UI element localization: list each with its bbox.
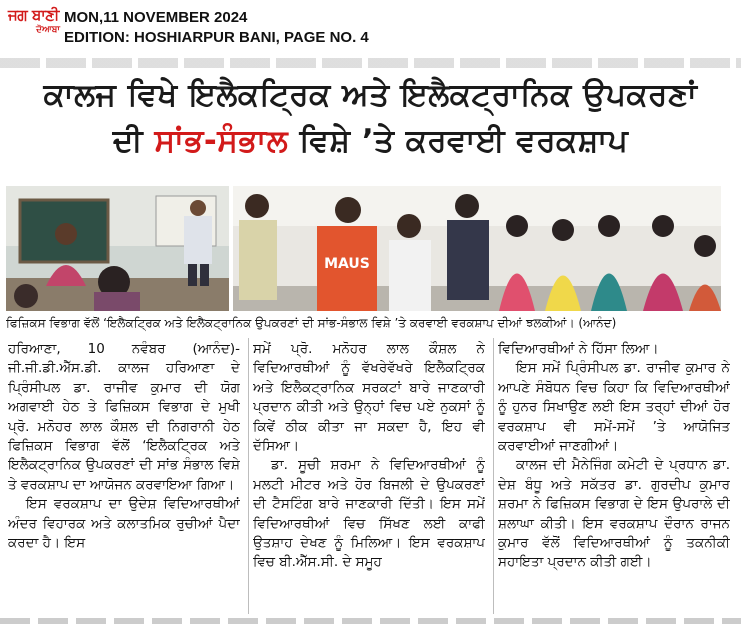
paragraph: ਇਸ ਸਮੇਂ ਪ੍ਰਿੰਸੀਪਲ ਡਾ. ਰਾਜੀਵ ਕੁਮਾਰ ਨੇ ਆਪਣੇ ਸੰਬੋਧਨ ਵਿਚ ਕਿਹਾ ਕਿ ਵਿਦਿਆਰਥੀਆਂ ਨੂੰ ਹੁਨਰ ਸਿਖਾਉਣ ਲਈ ਇਸ ਤਰ੍ਹਾਂ ਦੀਆਂ ਹੋਰ ਵਰਕਸ਼ਾਪ ਵੀ ਸਮੇਂ-ਸਮੇਂ ’ਤੇ ਆਯੋਜਿਤ ਕਰਵਾਈਆਂ ਜਾਣਗੀਆਂ। [498,360,730,455]
shirt-print: MAUS [324,256,370,272]
headline-highlight: ਸਾਂਭ-ਸੰਭਾਲ [154,123,289,159]
masthead [0,0,741,60]
column-divider [493,338,494,614]
headline-line-2-start: ਦੀ [112,123,155,159]
logo-subtitle: ਦੋਆਬਾ [36,25,60,35]
paragraph: ਸਮੇਂ ਪ੍ਰੋ. ਮਨੋਹਰ ਲਾਲ ਕੌਸ਼ਲ ਨੇ ਵਿਦਿਆਰਥੀਆਂ ਨੂੰ ਵੱਖਰੇਵੱਖਰੇ ਇਲੈਕਟ੍ਰਿਕ ਅਤੇ ਇਲੈਕਟ੍ਰਾਨਿਕ ਸਰਕਟਾਂ ਬਾਰੇ ਜਾਣਕਾਰੀ ਪ੍ਰਦਾਨ ਕੀਤੀ ਅਤੇ ਉਨ੍ਹਾਂ ਵਿਚ ਪਏ ਨੁਕਸਾਂ ਨੂੰ ਕਿਵੇਂ ਠੀਕ ਕੀਤਾ ਜਾ ਸਕਦਾ ਹੈ, ਇਹ ਵੀ ਦੱਸਿਆ। [253,341,485,455]
paragraph: ਇਸ ਵਰਕਸ਼ਾਪ ਦਾ ਉਦੇਸ਼ ਵਿਦਿਆਰਥੀਆਂ ਅੰਦਰ ਵਿਹਾਰਕ ਅਤੇ ਕਲਾਤਮਿਕ ਰੁਚੀਆਂ ਪੈਦਾ ਕਰਦਾ ਹੈ। ਇਸ [8,496,240,552]
photo-classroom [6,186,229,311]
paragraph: ਕਾਲਜ ਦੀ ਮੈਨੇਜਿੰਗ ਕਮੇਟੀ ਦੇ ਪ੍ਰਧਾਨ ਡਾ. ਦੇਸ਼ ਬੰਧੂ ਅਤੇ ਸਕੱਤਰ ਡਾ. ਗੁਰਦੀਪ ਕੁਮਾਰ ਸ਼ਰਮਾ ਨੇ ਫਿਜ਼ਿਕਸ ਵਿਭਾਗ ਦੇ ਇਸ ਉਪਰਾਲੇ ਦੀ ਸ਼ਲਾਘਾ ਕੀਤੀ। ਇਸ ਵਰਕਸ਼ਾਪ ਦੌਰਾਨ ਰਾਜਨ ਕੁਮਾਰ ਵੱਲੋਂ ਵਿਦਿਆਰਥੀਆਂ ਨੂੰ ਤਕਨੀਕੀ ਸਹਾਇਤਾ ਪ੍ਰਦਾਨ ਕੀਤੀ ਗਈ। [498,457,730,571]
paragraph: ਡਾ. ਸੂਚੀ ਸ਼ਰਮਾ ਨੇ ਵਿਦਿਆਰਥੀਆਂ ਨੂੰ ਮਲਟੀ ਮੀਟਰ ਅਤੇ ਹੋਰ ਬਿਜਲੀ ਦੇ ਉਪਕਰਣਾਂ ਦੀ ਟੈਸਟਿੰਗ ਬਾਰੇ ਜਾਣਕਾਰੀ ਦਿੱਤੀ। ਇਸ ਸਮੇਂ ਵਿਦਿਆਰਥੀਆਂ ਵਿਚ ਸਿੱਖਣ ਲਈ ਕਾਫੀ ਉਤਸ਼ਾਹ ਦੇਖਣ ਨੂੰ ਮਿਲਿਆ। ਇਸ ਵਰਕਸ਼ਾਪ ਵਿਚ ਬੀ.ਐੱਸ.ਸੀ. ਦੇ ਸਮੂਹ [253,457,485,571]
photo-students [233,186,721,311]
photo-caption: ਫਿਜ਼ਿਕਸ ਵਿਭਾਗ ਵੱਲੋਂ ‘ਇਲੈਕਟ੍ਰਿਕ ਅਤੇ ਇਲੈਕਟ੍ਰਾਨਿਕ ਉਪਕਰਣਾਂ ਦੀ ਸਾਂਭ-ਸੰਭਾਲ ਵਿਸ਼ੇ ’ਤੇ ਕਰਵਾਈ ਵਰਕਸ਼ਾਪ ਦੀਆਂ ਝਲਕੀਆਂ। (ਆਨੰਦ) [6,316,617,330]
cut-text-strip [0,58,741,68]
headline-line-1: ਕਾਲਜ ਵਿਖੇ ਇਲੈਕਟ੍ਰਿਕ ਅਤੇ ਇਲੈਕਟ੍ਰਾਨਿਕ ਉਪਕਰਣਾਂ [43,77,698,113]
paragraph: ਹਰਿਆਣਾ, 10 ਨਵੰਬਰ (ਆਨੰਦ)- ਜੀ.ਜੀ.ਡੀ.ਐੱਸ.ਡੀ. ਕਾਲਜ ਹਰਿਆਣਾ ਦੇ ਪ੍ਰਿੰਸੀਪਲ ਡਾ. ਰਾਜੀਵ ਕੁਮਾਰ ਦੀ ਯੋਗ ਅਗਵਾਈ ਹੇਠ ਤੇ ਫਿਜ਼ਿਕਸ ਵਿਭਾਗ ਦੇ ਮੁਖੀ ਪ੍ਰੋ. ਮਨੋਹਰ ਲਾਲ ਕੌਸ਼ਲ ਦੀ ਨਿਗਰਾਨੀ ਹੇਠ ਫਿਜ਼ਿਕਸ ਵਿਭਾਗ ਵੱਲੋਂ ‘ਇਲੈਕਟ੍ਰਿਕ ਅਤੇ ਇਲੈਕਟ੍ਰਾਨਿਕ ਉਪਕਰਣਾਂ ਦੀ ਸਾਂਭ ਸੰਭਾਲ ਵਿਸ਼ੇ ਤੇ ਵਰਕਸ਼ਾਪ ਦਾ ਆਯੋਜਨ ਕਰਵਾਇਆ ਗਿਆ। [8,341,240,493]
logo-title: ਜਗ ਬਾਣੀ [8,6,59,24]
article-body [8,340,728,618]
headline-line-2 [0,118,741,164]
headline [0,72,741,164]
paragraph: ਵਿਦਿਆਰਥੀਆਂ ਨੇ ਹਿੱਸਾ ਲਿਆ। [498,341,659,357]
headline-line-2-end: ਵਿਸ਼ੇ ’ਤੇ ਕਰਵਾਈ ਵਰਕਸ਼ਾਪ [288,123,629,159]
article-column-2 [253,340,485,618]
column-divider [248,338,249,614]
article-column-3 [498,340,730,618]
cut-text-strip [0,618,741,624]
newspaper-logo [8,6,62,50]
article-column-1 [8,340,240,618]
publication-date: MON,11 NOVEMBER 2024 [64,9,248,26]
edition-info [64,8,369,48]
edition-line: EDITION: HOSHIARPUR BANI, PAGE NO. 4 [64,29,369,46]
